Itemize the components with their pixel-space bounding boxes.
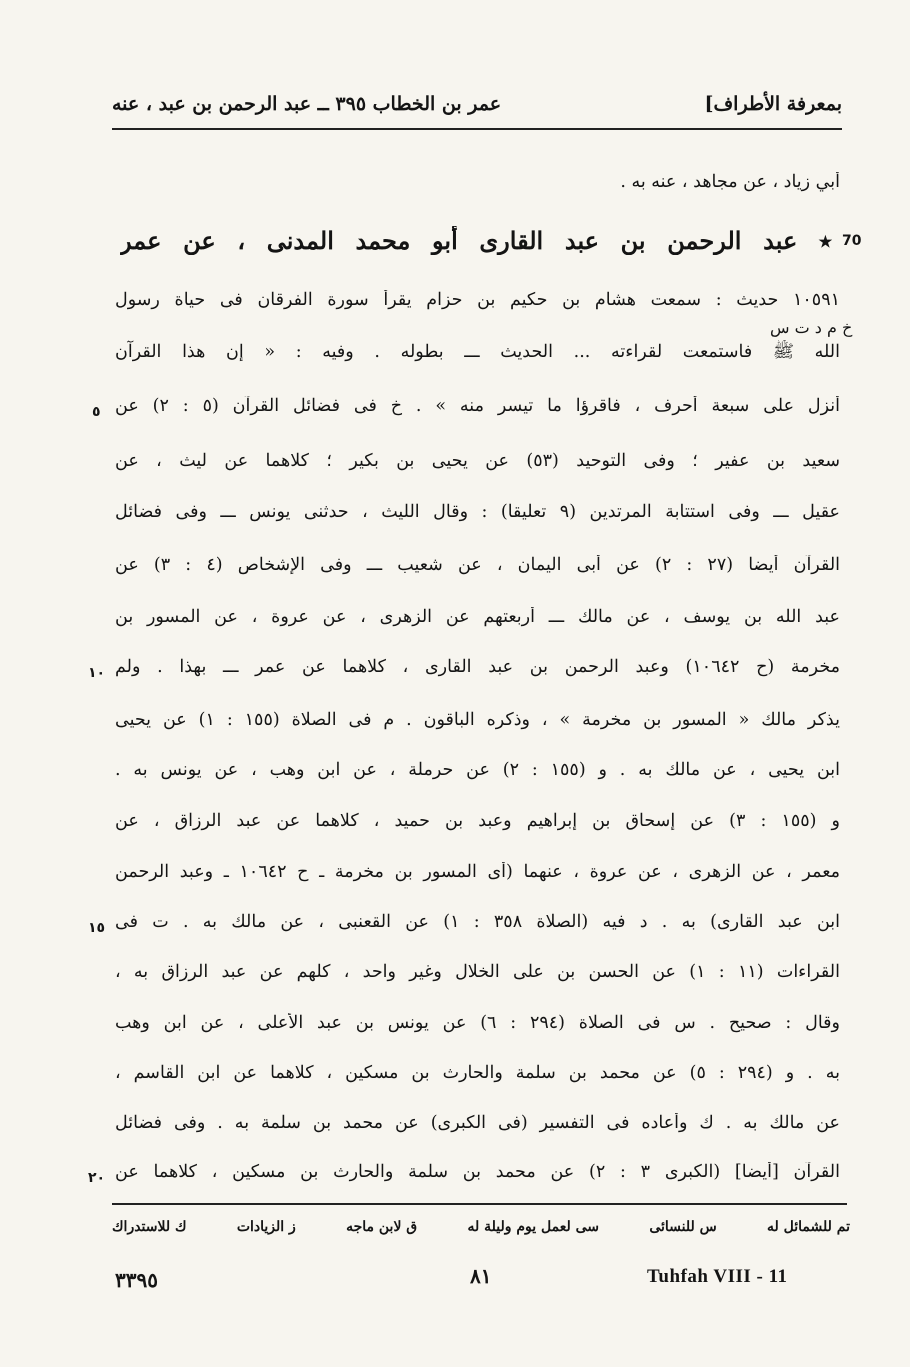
text-line: يذكر مالك « المسور بن مخرمة » ، وذكره الباقون . م فى الصلاة (١٥٥ : ١) عن يحيى [115,710,840,730]
text-line: و (١٥٥ : ٣) عن إسحاق بن إبراهيم وعبد بن حميد ، كلاهما عن عبد الرزاق ، عن [115,811,840,831]
header-left: عمر بن الخطاب ٣٩٥ ــ عبد الرحمن بن عبد ، عنه [112,93,502,115]
page-number: ٨١ [470,1264,492,1288]
running-header [112,86,842,122]
text-line: القراءات (١١ : ١) عن الحسن بن على الخلال وغير واحد ، كلهم عن عبد الرزاق به ، [115,962,840,982]
text-line: القرآن [أيضا] (الكبرى ٣ : ٢) عن محمد بن سلمة والحارث بن مسكين ، كلاهما عن [115,1162,840,1182]
text-line: ابن يحيى ، عن مالك به . و (١٥٥ : ٢) عن حرملة ، عن ابن وهب ، عن يونس به . [115,760,840,780]
text-line: عن مالك به . ك وأعاده فى التفسير (فى الكبرى) عن محمد بن سلمة به . وفى فضائل [115,1113,840,1133]
legend-item: ق لابن ماجه [346,1219,418,1235]
footer-rule [112,1203,847,1205]
header-rule [112,128,842,130]
text-line: وقال : صحيح . س فى الصلاة (٢٩٤ : ٦) عن يونس بن عبد الأعلى ، عن ابن وهب [115,1013,840,1033]
line-number-20: ٢٠ [88,1170,106,1186]
text-line: به . و (٢٩٤ : ٥) عن محمد بن سلمة والحارث بن مسكين ، كلاهما عن ابن القاسم ، [115,1063,840,1083]
text-line: الله ﷺ فاستمعت لقراءته ... الحديث ـــ بطوله . وفيه : « إن هذا القرآن [115,342,840,362]
legend-item: تم للشمائل له [767,1219,850,1235]
text-line: ابن عبد القارى) به . د فيه (الصلاة ٣٥٨ : ١) عن القعنبى ، عن مالك به . ت فى [115,912,840,932]
legend-item: س للنسائى [649,1219,717,1235]
volume-page-number: ٣٣٩٥ [115,1268,158,1292]
line-number-5: ٥ [92,404,101,420]
text-line: عقيل ـــ وفى استتابة المرتدين (٩ تعليقا) : وقال الليث ، حدثنى يونس ـــ وفى فضائل [115,502,840,522]
entry-number: 70 [842,233,862,249]
abbreviation-legend [112,1212,850,1242]
line-number-10: ١٠ [88,665,106,681]
text-line: أنزل على سبعة أحرف ، فاقرؤا ما تيسر منه » . خ فى فضائل القرآن (٥ : ٢) عن [115,396,840,416]
legend-item: ز الزيادات [236,1219,296,1235]
text-line: عبد الله بن يوسف ، عن مالك ـــ أربعتهم عن الزهرى ، عن عروة ، عن المسور بن [115,607,840,627]
text-line: مخرمة (ح ١٠٦٤٢) وعبد الرحمن بن عبد القارى ، كلاهما عن عمر ـــ بهذا . ولم [115,657,840,677]
text-line: ١٠٥٩١ حديث : سمعت هشام بن حكيم بن حزام يقرأ سورة الفرقان فى حياة رسول [115,290,840,310]
header-right: بمعرفة الأطراف] [704,93,842,115]
legend-item: ك للاستدراك [112,1219,187,1235]
book-sigla: خ م د ت س [770,318,853,337]
text-line: معمر ، عن الزهرى ، عن عروة ، عنهما (أى المسور بن مخرمة ـ ح ١٠٦٤٢ ـ وعبد الرحمن [115,862,840,882]
line-number-15: ١٥ [88,920,106,936]
entry-heading: ٭ عبد الرحمن بن عبد القارى أبو محمد المدنى ، عن عمر [120,226,832,255]
text-line: أبي زياد ، عن مجاهد ، عنه به . [620,172,840,192]
signature-code: Tuhfah VIII - 11 [647,1266,788,1287]
legend-item: سى لعمل يوم وليلة له [467,1219,600,1235]
text-line: القرآن أيضا (٢٧ : ٢) عن أبى اليمان ، عن شعيب ـــ وفى الإشخاص (٤ : ٣) عن [115,555,840,575]
text-line: سعيد بن عفير ؛ وفى التوحيد (٥٣) عن يحيى بن بكير ؛ كلاهما عن ليث ، عن [115,451,840,471]
